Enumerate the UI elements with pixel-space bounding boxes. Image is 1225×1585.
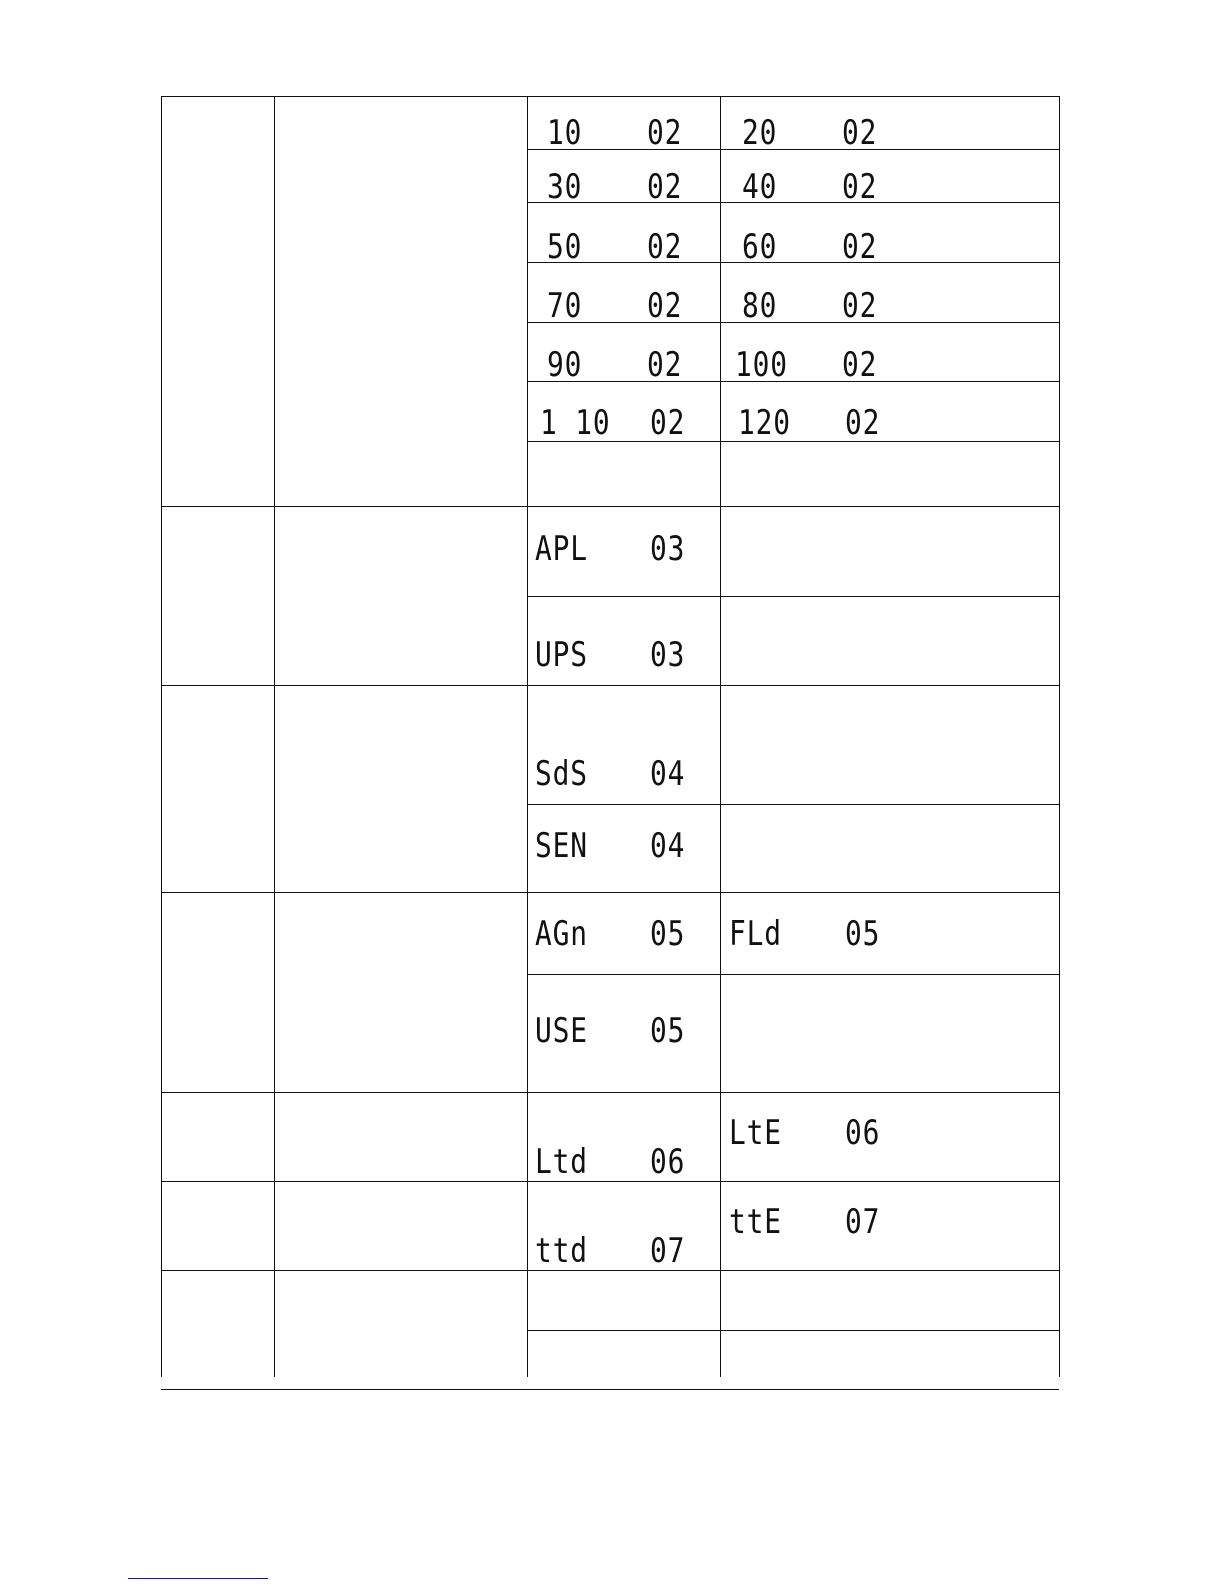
lcd-readout-name: Ltd [535, 1142, 588, 1182]
lcd-readout-name: 70 [547, 286, 583, 326]
lcd-readout-name: ttE [729, 1202, 782, 1242]
lcd-readout-code: 03 [650, 529, 686, 569]
table-border-bottom [161, 1389, 1059, 1390]
lcd-readout-name: 100 [735, 345, 788, 385]
lcd-readout-code: 02 [842, 227, 878, 267]
row-boundary [161, 685, 1059, 686]
lcd-readout-code: 02 [647, 167, 683, 207]
lcd-readout-name: 30 [547, 167, 583, 207]
lcd-readout-name: ttd [535, 1231, 588, 1271]
row-boundary [161, 1092, 1059, 1093]
lcd-readout-name: SdS [535, 754, 588, 794]
lcd-readout-name: APL [535, 529, 588, 569]
table-border-right [1059, 96, 1060, 1377]
lcd-readout-code: 07 [845, 1202, 881, 1242]
subrow-boundary [527, 322, 1059, 323]
column-divider-1 [274, 96, 275, 1377]
lcd-readout-code: 04 [650, 826, 686, 866]
column-divider-3 [720, 96, 721, 1377]
lcd-readout-name: LtE [729, 1113, 782, 1153]
lcd-readout-name: 120 [738, 403, 791, 443]
lcd-readout-name: USE [535, 1011, 588, 1051]
lcd-readout-code: 02 [842, 286, 878, 326]
table-border-top [161, 96, 1059, 97]
lcd-readout-code: 07 [650, 1231, 686, 1271]
row-boundary [161, 1181, 1059, 1182]
column-divider-2 [527, 96, 528, 1377]
lcd-readout-name: 90 [547, 345, 583, 385]
lcd-readout-code: 06 [650, 1142, 686, 1182]
lcd-readout-code: 02 [647, 227, 683, 267]
lcd-readout-code: 02 [842, 345, 878, 385]
lcd-readout-code: 02 [647, 286, 683, 326]
lcd-readout-code: 04 [650, 754, 686, 794]
lcd-readout-name: 60 [742, 227, 778, 267]
subrow-boundary [527, 804, 1059, 805]
subrow-boundary [527, 1330, 1059, 1331]
lcd-readout-name: 80 [742, 286, 778, 326]
lcd-readout-code: 06 [845, 1113, 881, 1153]
lcd-readout-code: 02 [842, 167, 878, 207]
lcd-readout-name: UPS [535, 635, 588, 675]
lcd-readout-name: FLd [729, 914, 782, 954]
lcd-readout-code: 02 [647, 113, 683, 153]
row-boundary [161, 892, 1059, 893]
footnote-separator [128, 1578, 268, 1579]
lcd-readout-code: 05 [845, 914, 881, 954]
lcd-readout-name: AGn [535, 914, 588, 954]
lcd-readout-code: 05 [650, 914, 686, 954]
lcd-readout-name: 50 [547, 227, 583, 267]
row-boundary [161, 1270, 1059, 1271]
subrow-boundary [527, 149, 1059, 150]
subrow-boundary [527, 262, 1059, 263]
lcd-readout-name: 20 [742, 113, 778, 153]
subrow-boundary [527, 596, 1059, 597]
table-border-left [161, 96, 162, 1377]
lcd-readout-code: 05 [650, 1011, 686, 1051]
lcd-readout-name: 1 10 [540, 403, 611, 443]
subrow-boundary [527, 974, 1059, 975]
row-boundary [161, 506, 1059, 507]
lcd-readout-code: 02 [842, 113, 878, 153]
lcd-readout-name: SEN [535, 826, 588, 866]
subrow-boundary [527, 202, 1059, 203]
lcd-readout-code: 02 [647, 345, 683, 385]
lcd-readout-code: 02 [650, 403, 686, 443]
lcd-readout-code: 02 [845, 403, 881, 443]
lcd-readout-name: 10 [547, 113, 583, 153]
lcd-readout-code: 03 [650, 635, 686, 675]
lcd-readout-name: 40 [742, 167, 778, 207]
